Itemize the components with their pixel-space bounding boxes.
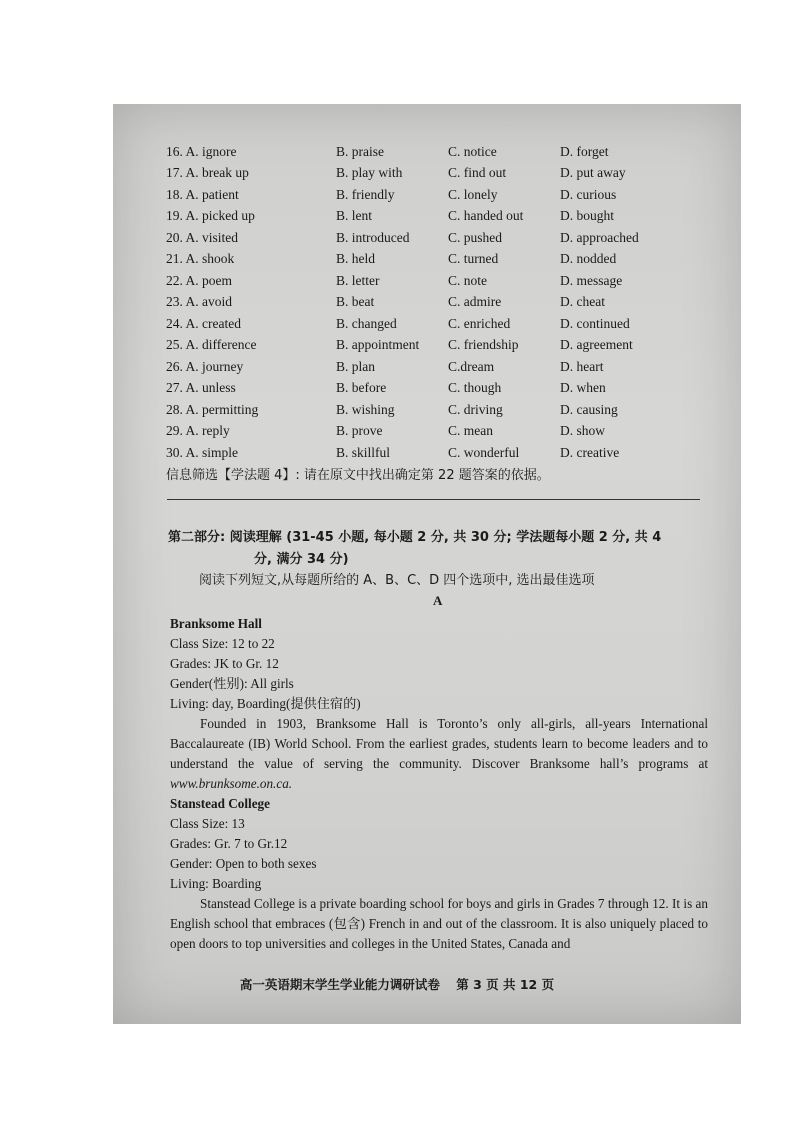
page-footer xyxy=(0,975,794,993)
option-d: D. show xyxy=(560,423,606,439)
question-option-a: 30. A. simple xyxy=(166,444,239,460)
school1-paragraph xyxy=(170,714,708,794)
option-b: B. held xyxy=(336,251,375,267)
question-option-a: 29. A. reply xyxy=(166,423,230,439)
option-row xyxy=(166,227,670,249)
question-option-a: 25. A. difference xyxy=(166,337,257,353)
option-b: B. wishing xyxy=(336,401,395,417)
option-c: C. admire xyxy=(448,294,502,310)
part2-heading xyxy=(168,527,713,571)
option-d: D. forget xyxy=(560,143,609,159)
option-b: B. changed xyxy=(336,315,397,331)
option-b: B. introduced xyxy=(336,229,410,245)
part2-heading-line2: 分, 满分 34 分) xyxy=(254,552,349,567)
option-b: B. prove xyxy=(336,423,383,439)
option-row xyxy=(166,378,670,400)
option-row xyxy=(166,249,670,271)
option-b: B. before xyxy=(336,380,387,396)
option-c: C. pushed xyxy=(448,229,502,245)
option-d: D. cheat xyxy=(560,294,605,310)
option-c: C. mean xyxy=(448,423,493,439)
option-c: C. friendship xyxy=(448,337,519,353)
school2-class-size: Class Size: 13 xyxy=(170,816,245,831)
question-option-a: 17. A. break up xyxy=(166,165,249,181)
school1-paragraph-text: Founded in 1903, Branksome Hall is Toronto’s only all-girls, all-years International Baccalaureate (IB) World School. From the earliest grades, students learn to become leaders and to understand the value of serving the community. Discover Branksome hall’s programs at xyxy=(170,716,708,771)
option-row xyxy=(166,163,670,185)
option-c: C. wonderful xyxy=(448,444,520,460)
option-c: C. notice xyxy=(448,143,497,159)
footer-page-number: 第 3 页 共 12 页 xyxy=(456,977,555,992)
method-question-hint: 信息筛选【学法题 4】: 请在原文中找出确定第 22 题答案的依据。 xyxy=(166,468,550,483)
option-d: D. bought xyxy=(560,208,614,224)
option-d: D. causing xyxy=(560,401,618,417)
question-option-a: 16. A. ignore xyxy=(166,143,237,159)
option-b: B. lent xyxy=(336,208,372,224)
option-c: C. find out xyxy=(448,165,507,181)
option-row xyxy=(166,184,670,206)
school1-url: www.brunksome.on.ca. xyxy=(170,776,293,791)
option-c: C. driving xyxy=(448,401,503,417)
option-row xyxy=(166,141,670,163)
option-row xyxy=(166,442,670,464)
option-d: D. message xyxy=(560,272,623,288)
question-option-a: 20. A. visited xyxy=(166,229,239,245)
question-option-a: 18. A. patient xyxy=(166,186,239,202)
option-b: B. praise xyxy=(336,143,384,159)
option-row xyxy=(166,356,670,378)
option-row xyxy=(166,335,670,357)
option-b: B. plan xyxy=(336,358,375,374)
option-b: B. skillful xyxy=(336,444,391,460)
school2-gender: Gender: Open to both sexes xyxy=(170,856,317,871)
option-c: C. lonely xyxy=(448,186,498,202)
option-b: B. beat xyxy=(336,294,375,310)
option-b: B. play with xyxy=(336,165,403,181)
cloze-options-table xyxy=(166,141,670,464)
option-row xyxy=(166,421,670,443)
school2-grades: Grades: Gr. 7 to Gr.12 xyxy=(170,836,288,851)
question-option-a: 21. A. shook xyxy=(166,251,235,267)
question-option-a: 26. A. journey xyxy=(166,358,244,374)
part2-heading-line1: 第二部分: 阅读理解 (31-45 小题, 每小题 2 分, 共 30 分; 学法题每小题 2 分, 共 4 xyxy=(168,530,662,545)
school1-living: Living: day, Boarding(提供住宿的) xyxy=(170,696,361,711)
option-row xyxy=(166,206,670,228)
question-option-a: 22. A. poem xyxy=(166,272,232,288)
reading-instruction: 阅读下列短文,从每题所给的 A、B、C、D 四个选项中, 选出最佳选项 xyxy=(199,573,595,588)
option-b: B. appointment xyxy=(336,337,420,353)
section-letter: A xyxy=(433,593,443,608)
option-d: D. when xyxy=(560,380,606,396)
question-option-a: 24. A. created xyxy=(166,315,241,331)
option-c: C. though xyxy=(448,380,502,396)
option-d: D. creative xyxy=(560,444,620,460)
question-option-a: 19. A. picked up xyxy=(166,208,255,224)
passage-a xyxy=(170,614,708,954)
question-option-a: 28. A. permitting xyxy=(166,401,259,417)
option-b: B. letter xyxy=(336,272,380,288)
option-d: D. agreement xyxy=(560,337,633,353)
school2-living: Living: Boarding xyxy=(170,876,262,891)
option-c: C. note xyxy=(448,272,487,288)
option-row xyxy=(166,270,670,292)
option-d: D. curious xyxy=(560,186,617,202)
school2-paragraph: Stanstead College is a private boarding school for boys and girls in Grades 7 through 12. It is an English school that embraces (包含) French in and out of the classroom. It is also uniquely placed to open doors to top universities and colleges in the United States, Canada and xyxy=(170,896,708,951)
option-row xyxy=(166,313,670,335)
option-d: D. put away xyxy=(560,165,626,181)
option-row xyxy=(166,292,670,314)
school1-grades: Grades: JK to Gr. 12 xyxy=(170,656,279,671)
question-option-a: 23. A. avoid xyxy=(166,294,232,310)
option-c: C. handed out xyxy=(448,208,524,224)
option-c: C.dream xyxy=(448,358,495,374)
option-d: D. nodded xyxy=(560,251,617,267)
school1-gender: Gender(性别): All girls xyxy=(170,676,294,691)
option-c: C. enriched xyxy=(448,315,511,331)
option-d: D. approached xyxy=(560,229,639,245)
answer-blank-line xyxy=(167,499,700,500)
option-d: D. heart xyxy=(560,358,604,374)
school1-name: Branksome Hall xyxy=(170,616,262,631)
footer-title: 高一英语期末学生学业能力调研试卷 xyxy=(239,977,440,992)
school2-name: Stanstead College xyxy=(170,796,271,811)
option-b: B. friendly xyxy=(336,186,395,202)
option-row xyxy=(166,399,670,421)
option-c: C. turned xyxy=(448,251,499,267)
question-option-a: 27. A. unless xyxy=(166,380,236,396)
school1-class-size: Class Size: 12 to 22 xyxy=(170,636,275,651)
option-d: D. continued xyxy=(560,315,630,331)
